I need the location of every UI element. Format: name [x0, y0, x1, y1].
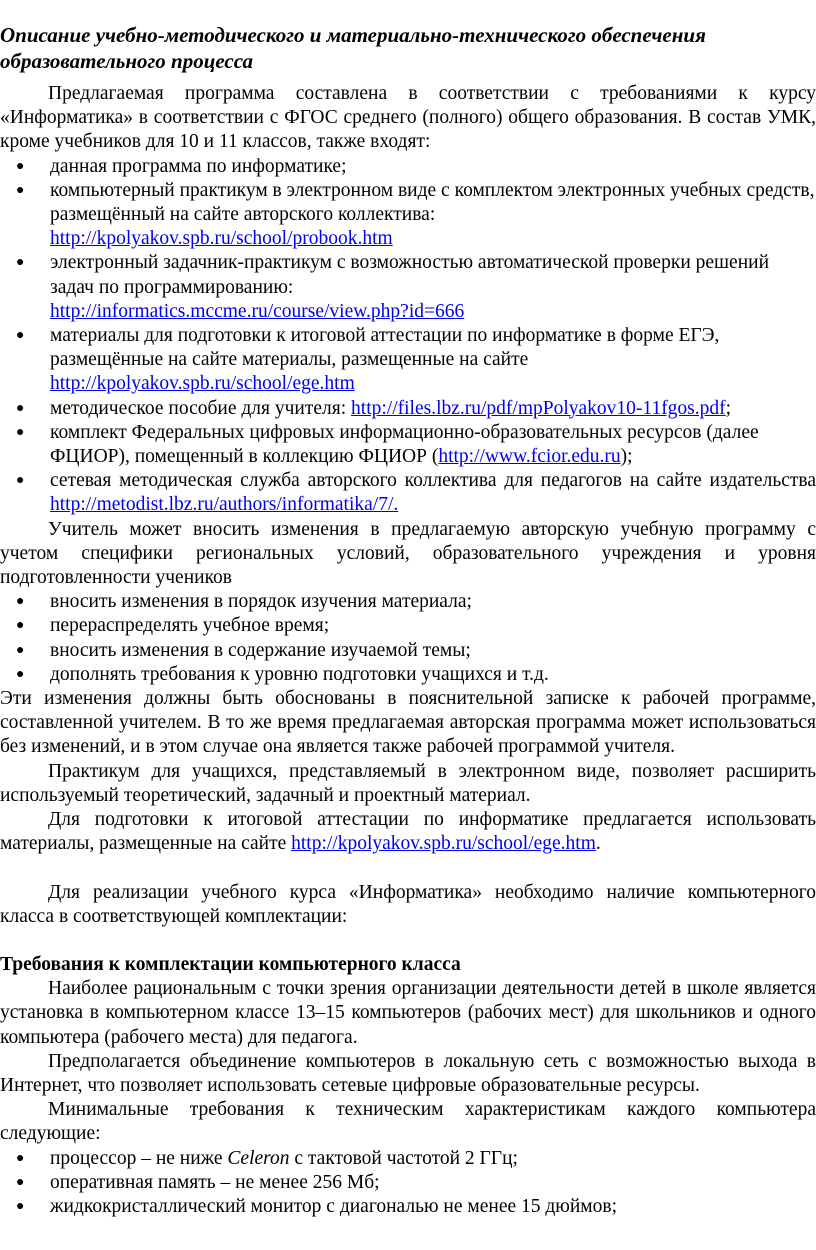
- teacher-list: [0, 590, 816, 687]
- bullet-icon: ●: [16, 255, 25, 271]
- list-item: ● оперативная память – не менее 256 Мб;: [0, 1171, 816, 1195]
- bullet-icon: ●: [16, 594, 25, 610]
- bullet-icon: ●: [16, 642, 25, 658]
- fcior-link[interactable]: http://www.fcior.edu.ru: [438, 446, 621, 468]
- min-requirements-paragraph: Минимальные требования к техническим характеристикам каждого компьютера следующие:: [0, 1099, 816, 1145]
- changes-paragraph: Эти изменения должны быть обоснованы в пояснительной записке к рабочей программе, составленной учителем. В то же время предлагаемая авторская программа может использоваться без изменений, и в этом случае она является также рабочей программой учителя.: [0, 688, 816, 758]
- bullet-icon: ●: [16, 158, 25, 174]
- bullet-icon: ●: [16, 1174, 25, 1190]
- bullet-icon: ●: [16, 1198, 25, 1214]
- list-item: ● жидкокристаллический монитор с диагональю не менее 15 дюймов;: [0, 1195, 816, 1219]
- practicum-paragraph: Практикум для учащихся, представляемый в электронном виде, позволяет расширить используемый теоретический, задачный и проектный материал.: [0, 760, 816, 806]
- ege-link[interactable]: http://kpolyakov.spb.ru/school/ege.htm: [50, 373, 355, 395]
- list-item: ● вносить изменения в содержание изучаемой темы;: [0, 639, 816, 663]
- informatics-course-link[interactable]: http://informatics.mccme.ru/course/view.php?id=666: [50, 300, 465, 322]
- bullet-icon: ●: [16, 328, 25, 344]
- bullet-icon: ●: [16, 400, 25, 416]
- requirements-heading: Требования к комплектации компьютерного класса: [0, 953, 461, 975]
- hardware-list: [0, 1147, 816, 1220]
- section-title: Описание учебно-методического и материально-технического обеспечения образовательного процесса: [0, 23, 706, 73]
- list-item: ● компьютерный практикум в электронном виде с комплектом электронных учебных средств, размещённый на сайте авторского коллектива: http://kpolyakov.spb.ru/school/probook.htm: [16, 179, 815, 250]
- bullet-icon: ●: [16, 1150, 25, 1166]
- ege-link-2[interactable]: http://kpolyakov.spb.ru/school/ege.htm: [291, 833, 596, 855]
- list-item: ● сетевая методическая служба авторского коллектива для педагогов на сайте издательства http://metodist.lbz.ru/authors/informatika/7/.: [16, 470, 816, 516]
- bullet-icon: ●: [16, 666, 25, 682]
- list-item: ● процессор – не ниже Celeron с тактовой частотой 2 ГГц;: [0, 1147, 816, 1171]
- teacher-paragraph: Учитель может вносить изменения в предлагаемую авторскую учебную программу с учетом специфики региональных условий, образовательного учреждения и уровня подготовленности учеников: [0, 518, 816, 589]
- bullet-icon: ●: [16, 182, 25, 198]
- list-item: ● данная программа по информатике;: [0, 155, 816, 179]
- list-item: ● вносить изменения в порядок изучения материала;: [0, 590, 816, 614]
- list-item: ● электронный задачник-практикум с возможностью автоматической проверки решений задач по программированию: http://informatics.mccme.ru/course/view.php?id=666: [16, 252, 770, 322]
- list-item: ● материалы для подготовки к итоговой аттестации по информатике в форме ЕГЭ, размещённые на сайте материалы, размещенные на сайте http://kpolyakov.spb.ru/school/ege.htm: [16, 325, 720, 395]
- bullet-icon: ●: [16, 473, 25, 489]
- list-item: ● методическое пособие для учителя: http://files.lbz.ru/pdf/mpPolyakov10-11fgos.pdf;: [0, 397, 816, 421]
- spacer: [0, 857, 816, 881]
- metodist-link[interactable]: http://metodist.lbz.ru/authors/informatika/7/.: [50, 494, 399, 516]
- teacher-guide-link[interactable]: http://files.lbz.ru/pdf/mpPolyakov10-11fgos.pdf: [351, 397, 726, 419]
- rational-paragraph: Наиболее рациональным с точки зрения организации деятельности детей в школе является установка в компьютерном классе 13–15 компьютеров (рабочих мест) для школьников и одного компьютера (рабочего места) для педагога.: [0, 978, 816, 1048]
- list-item: ● дополнять требования к уровню подготовки учащихся и т.д.: [0, 663, 816, 687]
- list-item: ● перераспределять учебное время;: [0, 614, 816, 638]
- probook-link[interactable]: http://kpolyakov.spb.ru/school/probook.htm: [50, 228, 393, 250]
- attestation-paragraph: Для подготовки к итоговой аттестации по информатике предлагается использовать материалы, размещенные на сайте http://kpolyakov.spb.ru/school/ege.htm.: [0, 809, 816, 855]
- intro-paragraph: Предлагаемая программа составлена в соответствии с требованиями к курсу «Информатика» в соответствии с ФГОС среднего (полного) общего образования. В состав УМК, кроме учебников для 10 и 11 классов, также входят:: [0, 83, 816, 153]
- network-paragraph: Предполагается объединение компьютеров в локальную сеть с возможностью выхода в Интернет, что позволяет использовать сетевые цифровые образовательные ресурсы.: [0, 1050, 816, 1096]
- bullet-icon: ●: [16, 424, 25, 440]
- course-paragraph: Для реализации учебного курса «Информатика» необходимо наличие компьютерного класса в соответствующей комплектации:: [0, 881, 816, 927]
- list-item: ● комплект Федеральных цифровых информационно-образовательных ресурсов (далее ФЦИОР), помещенный в коллекцию ФЦИОР (http://www.fcior.edu.ru);: [16, 421, 759, 468]
- spacer: [0, 929, 816, 953]
- umk-list: [0, 155, 816, 518]
- bullet-icon: ●: [16, 618, 25, 634]
